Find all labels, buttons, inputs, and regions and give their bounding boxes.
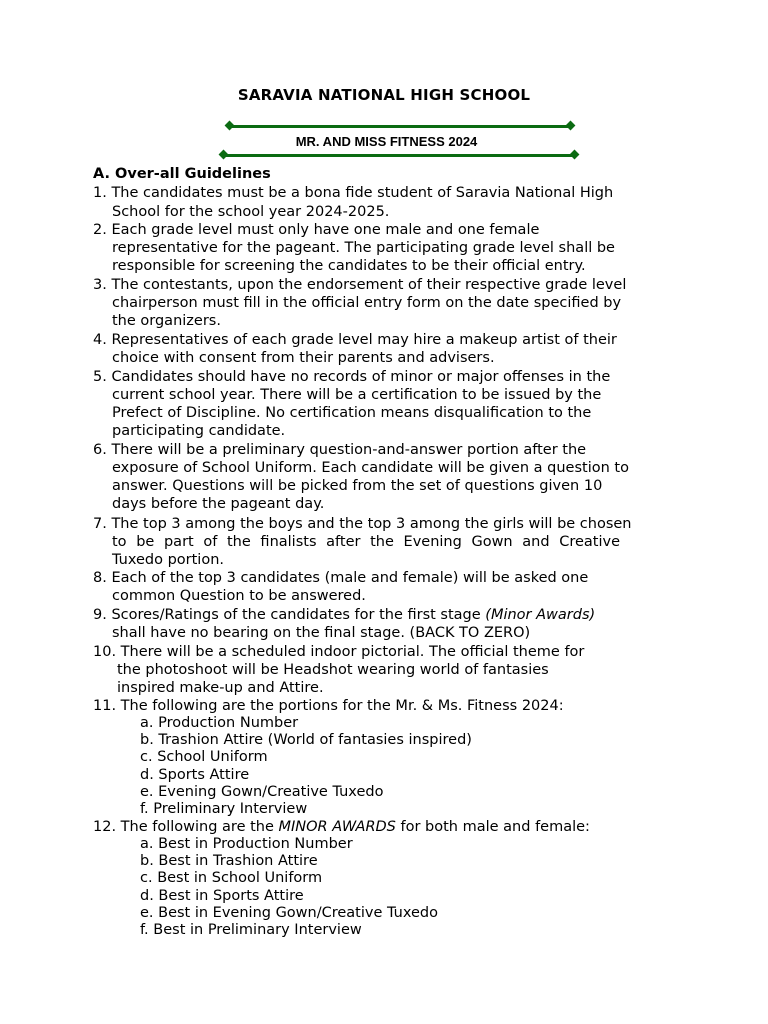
guideline-12-text-pre: 12. The following are the [93, 819, 279, 835]
guideline-8-line-2: common Question to be answered. [112, 588, 366, 604]
bottom-divider [220, 150, 578, 160]
guideline-5-line-3: Prefect of Discipline. No certification means disqualification to the [112, 405, 592, 421]
guideline-3-line-3: the organizers. [112, 313, 221, 329]
guideline-1-line-1: 1. The candidates must be a bona fide student of Saravia National High [93, 185, 614, 201]
guideline-6-line-1: 6. There will be a preliminary question-and-answer portion after the [93, 442, 587, 458]
guideline-5-line-2: current school year. There will be a certification to be issued by the [112, 387, 602, 403]
award-item: d. Best in Sports Attire [140, 888, 304, 904]
guideline-2-line-1: 2. Each grade level must only have one male and one female [93, 222, 540, 238]
award-item: a. Best in Production Number [140, 836, 353, 852]
guideline-6-line-3: answer. Questions will be picked from the set of questions given 10 [112, 478, 603, 494]
event-title: MR. AND MISS FITNESS 2024 [295, 134, 478, 149]
guideline-9-line-1 [93, 606, 595, 624]
award-item: c. Best in School Uniform [140, 870, 323, 886]
portion-item: e. Evening Gown/Creative Tuxedo [140, 784, 384, 800]
top-divider [226, 121, 574, 131]
section-title: A. Over-all Guidelines [93, 166, 271, 182]
award-item: b. Best in Trashion Attire [140, 853, 318, 869]
school-name: SARAVIA NATIONAL HIGH SCHOOL [237, 86, 531, 104]
guideline-10-line-1: 10. There will be a scheduled indoor pictorial. The official theme for [93, 644, 585, 660]
award-item: f. Best in Preliminary Interview [140, 922, 362, 938]
guideline-12-text-post: for both male and female: [395, 819, 590, 835]
guideline-9-text: 9. Scores/Ratings of the candidates for the first stage [93, 607, 486, 623]
guideline-12-intro [93, 818, 590, 836]
guideline-2-line-2: representative for the pageant. The participating grade level shall be [112, 240, 615, 256]
guideline-7-line-1: 7. The top 3 among the boys and the top 3 among the girls will be chosen [93, 516, 632, 532]
guideline-6-line-4: days before the pageant day. [112, 496, 325, 512]
guideline-7-line-3: Tuxedo portion. [112, 552, 225, 568]
guideline-6-line-2: exposure of School Uniform. Each candidate will be given a question to [112, 460, 629, 476]
guideline-4-line-1: 4. Representatives of each grade level may hire a makeup artist of their [93, 332, 617, 348]
guideline-11-intro: 11. The following are the portions for the Mr. & Ms. Fitness 2024: [93, 698, 564, 714]
award-item: e. Best in Evening Gown/Creative Tuxedo [140, 905, 438, 921]
portion-item: a. Production Number [140, 715, 299, 731]
guideline-7-line-2: to be part of the finalists after the Evening Gown and Creative [112, 534, 620, 550]
portion-item: c. School Uniform [140, 749, 268, 765]
guideline-10-line-2: the photoshoot will be Headshot wearing world of fantasies [117, 662, 549, 678]
guideline-2-line-3: responsible for screening the candidates to be their official entry. [112, 258, 586, 274]
guideline-3-line-1: 3. The contestants, upon the endorsement of their respective grade level [93, 277, 627, 293]
minor-awards-note: (Minor Awards) [485, 607, 596, 623]
guideline-5-line-4: participating candidate. [112, 423, 286, 439]
guideline-9-line-2: shall have no bearing on the final stage. (BACK TO ZERO) [112, 625, 531, 641]
guideline-4-line-2: choice with consent from their parents and advisers. [112, 350, 495, 366]
guideline-10-line-3: inspired make-up and Attire. [117, 680, 324, 696]
guideline-5-line-1: 5. Candidates should have no records of minor or major offenses in the [93, 369, 611, 385]
guideline-1-line-2: School for the school year 2024-2025. [112, 204, 390, 220]
guideline-8-line-1: 8. Each of the top 3 candidates (male and female) will be asked one [93, 570, 589, 586]
minor-awards-heading: MINOR AWARDS [278, 819, 396, 835]
guideline-3-line-2: chairperson must fill in the official entry form on the date specified by [112, 295, 622, 311]
portion-item: f. Preliminary Interview [140, 801, 308, 817]
portion-item: d. Sports Attire [140, 767, 250, 783]
portion-item: b. Trashion Attire (World of fantasies inspired) [140, 732, 472, 748]
